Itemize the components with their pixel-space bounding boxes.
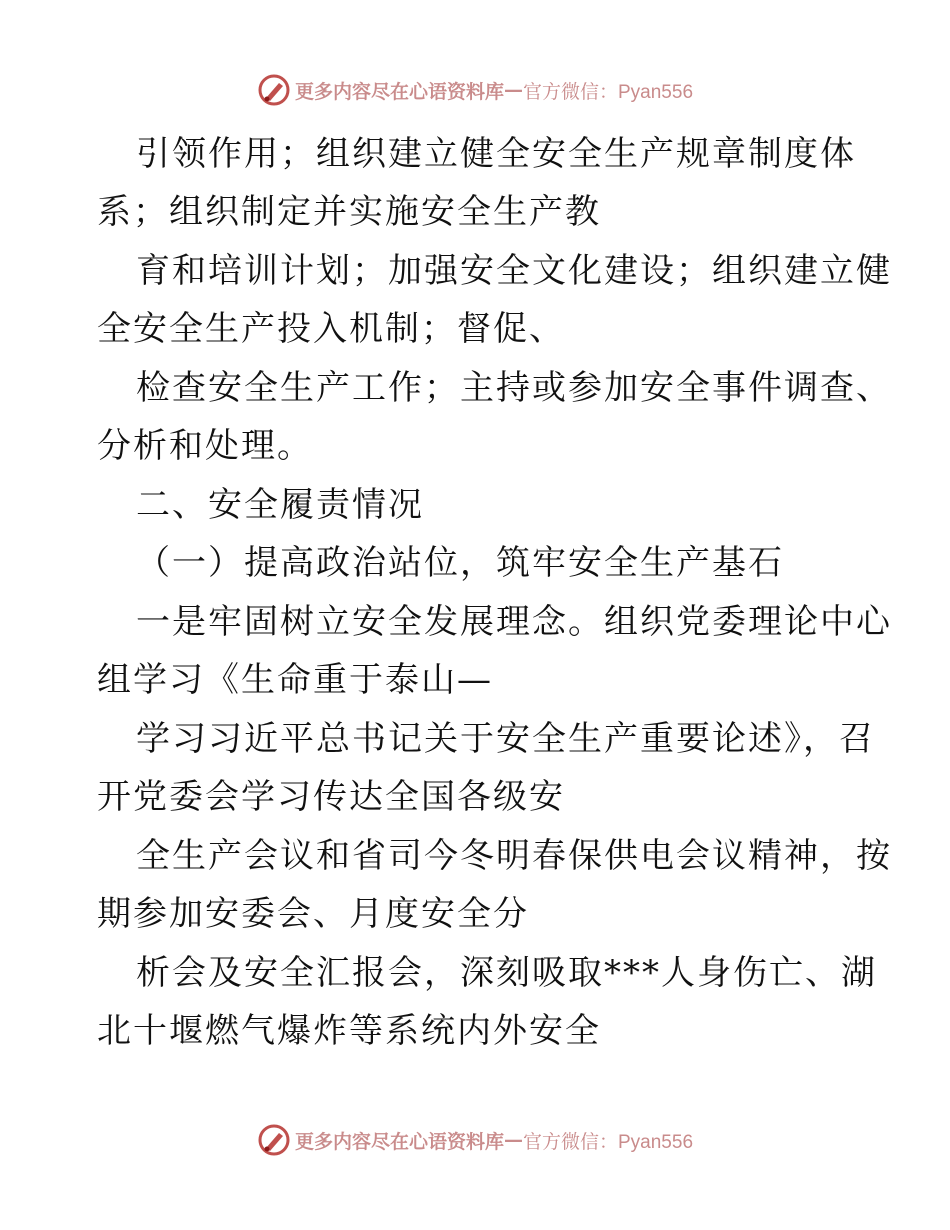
watermark-text: 更多内容尽在心语资料库 bbox=[294, 80, 504, 103]
watermark-dash: — bbox=[504, 1129, 523, 1151]
watermark-dash: — bbox=[504, 79, 523, 101]
paragraph-line: 析会及安全汇报会，深刻吸取***人身伤亡、湖 bbox=[136, 953, 877, 993]
ink-pen-logo-icon bbox=[257, 73, 291, 107]
paragraph-line: 引领作用；组织建立健全安全生产规章制度体 bbox=[136, 134, 856, 174]
paragraph-line: 育和培训计划；加强安全文化建设；组织建立健 bbox=[136, 251, 892, 291]
ink-pen-logo-icon bbox=[257, 1123, 291, 1157]
watermark-text: 更多内容尽在心语资料库 bbox=[294, 1130, 504, 1153]
subsection-heading: （一）提高政治站位，筑牢安全生产基石 bbox=[136, 543, 784, 583]
paragraph-line: 学习习近平总书记关于安全生产重要论述》，召 bbox=[136, 719, 875, 759]
paragraph-line: 检查安全生产工作；主持或参加安全事件调查、 bbox=[136, 368, 892, 408]
paragraph-line: 分析和处理。 bbox=[97, 426, 313, 466]
watermark-wechat: 官方微信：Pyan556 bbox=[523, 1131, 694, 1153]
footer-watermark bbox=[0, 1120, 950, 1160]
header-watermark bbox=[0, 70, 950, 110]
paragraph-line: 组学习《生命重于泰山— bbox=[97, 660, 493, 700]
paragraph-line: 全生产会议和省司今冬明春保供电会议精神，按 bbox=[136, 836, 892, 876]
watermark-wechat: 官方微信：Pyan556 bbox=[523, 81, 694, 103]
paragraph-line: 期参加安委会、月度安全分 bbox=[97, 894, 529, 934]
paragraph-line: 全安全生产投入机制；督促、 bbox=[97, 309, 565, 349]
paragraph-line: 系；组织制定并实施安全生产教 bbox=[97, 192, 601, 232]
paragraph-line: 开党委会学习传达全国各级安 bbox=[97, 777, 565, 817]
section-heading: 二、安全履责情况 bbox=[136, 485, 424, 525]
paragraph-line: 一是牢固树立安全发展理念。组织党委理论中心 bbox=[136, 602, 892, 642]
paragraph-line: 北十堰燃气爆炸等系统内外安全 bbox=[97, 1011, 601, 1051]
